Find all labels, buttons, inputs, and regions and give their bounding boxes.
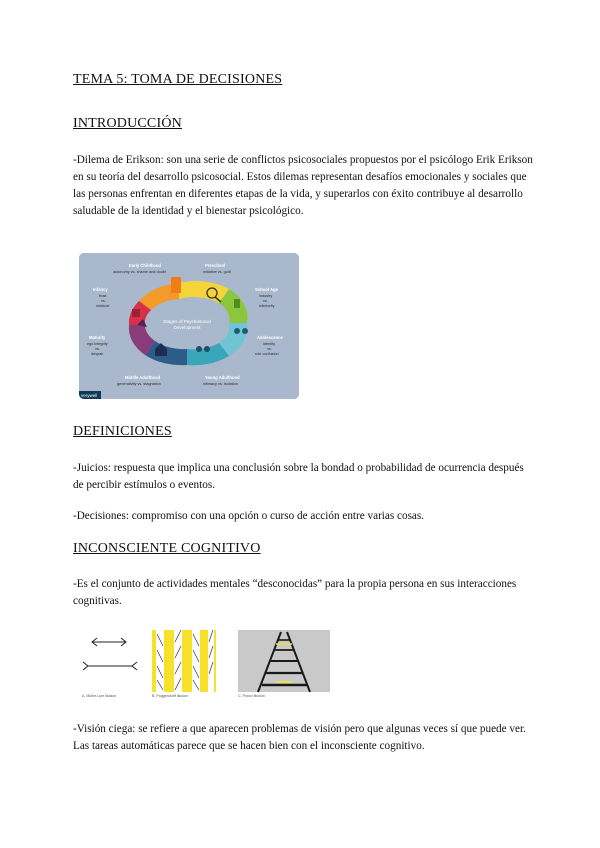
heading-inconsciente-cognitivo: INCONSCIENTE COGNITIVO <box>73 541 261 556</box>
center-label-line2: Development <box>173 325 201 330</box>
stage-preschool-title: Preschool <box>205 263 226 268</box>
heading-definiciones: DEFINICIONES <box>73 424 172 439</box>
verywell-logo: verywell <box>81 393 98 398</box>
stage-adolescence-title: Adolescence <box>257 335 283 340</box>
stage-infancy-sub2: vs. <box>101 299 106 303</box>
erikson-stages-figure <box>79 253 299 399</box>
stage-infancy-sub1: trust <box>99 294 107 298</box>
paragraph-juicios: -Juicios: respuesta que implica una conclusión sobre la bondad o probabilidad de ocurrencia después de percibir estímulos o eventos. <box>73 462 524 491</box>
stage-middle-adulthood-title: Middle Adulthood <box>125 375 161 380</box>
couple-icon <box>196 346 202 352</box>
stage-school-age-sub2: vs. <box>263 299 268 303</box>
muller-lyer-illusion <box>83 638 137 670</box>
paragraph-erikson-dilemma: -Dilema de Erikson: son una serie de conflictos psicosociales propuestos por el psicólogo Erik Erikson en su teoría del desarrollo psicosocial. Estos dilemas representan desafíos emocionales y sociales que las personas enfrentan en diferentes etapas de la vida, y superarlos con éxito contribuye al desarrollo saludable de la identidad y el bienestar psicológico. <box>73 154 533 217</box>
stage-maturity-sub3: despair <box>91 352 104 356</box>
center-label-line1: Stages of Psychosocial <box>163 319 211 324</box>
stage-young-adulthood-sub: intimacy vs. isolation <box>203 382 238 386</box>
stage-adolescence-sub2: vs. <box>267 347 272 351</box>
toys-icon <box>171 277 181 293</box>
stage-young-adulthood-title: Young Adulthood <box>205 375 240 380</box>
teens-icon <box>234 328 240 334</box>
stage-school-age-sub1: industry <box>259 294 273 298</box>
document-title: TEMA 5: TOMA DE DECISIONES <box>73 72 283 87</box>
ponzo-illusion <box>238 630 330 692</box>
stage-maturity-sub1: ego integrity <box>87 342 108 346</box>
stage-middle-adulthood-sub: generativity vs. stagnation <box>117 382 161 386</box>
paragraph-inconsciente-definition: -Es el conjunto de actividades mentales “desconocidas” para la propia persona en sus interacciones cognitivas. <box>73 578 517 607</box>
stage-infancy-sub3: mistrust <box>96 304 110 308</box>
stage-early-childhood-title: Early Childhood <box>129 263 162 268</box>
stage-preschool-sub: initiative vs. guilt <box>203 270 231 274</box>
poggendorff-illusion <box>152 630 216 692</box>
caption-poggendorff: B. Poggendorff illusion <box>152 694 188 698</box>
stage-infancy-title: Infancy <box>93 287 108 292</box>
paragraph-vision-ciega: -Visión ciega: se refiere a que aparecen problemas de visión pero que algunas veces sí que puede ver. Las tareas automáticas parece que se hacen bien con el inconsciente cognitivo. <box>73 723 526 752</box>
stage-maturity-sub2: vs. <box>95 347 100 351</box>
stage-school-age-sub3: inferiority <box>259 304 275 308</box>
stage-adolescence-sub1: identity <box>263 342 276 346</box>
caption-muller-lyer: A. Müller-Lyer illusion <box>82 694 117 698</box>
stage-early-childhood-sub: autonomy vs. shame and doubt <box>113 270 166 274</box>
stage-school-age-title: School Age <box>255 287 278 292</box>
caption-ponzo: C. Ponzo illusion <box>238 694 265 698</box>
stage-maturity-title: Maturity <box>89 335 106 340</box>
heading-introduccion: INTRODUCCIÓN <box>73 116 182 131</box>
paragraph-decisiones: -Decisiones: compromiso con una opción o curso de acción entre varias cosas. <box>73 510 425 522</box>
stage-adolescence-sub3: role confusion <box>255 352 279 356</box>
cradle-icon <box>132 309 140 317</box>
school-icon <box>234 299 240 308</box>
optical-illusions-figure <box>76 628 332 700</box>
